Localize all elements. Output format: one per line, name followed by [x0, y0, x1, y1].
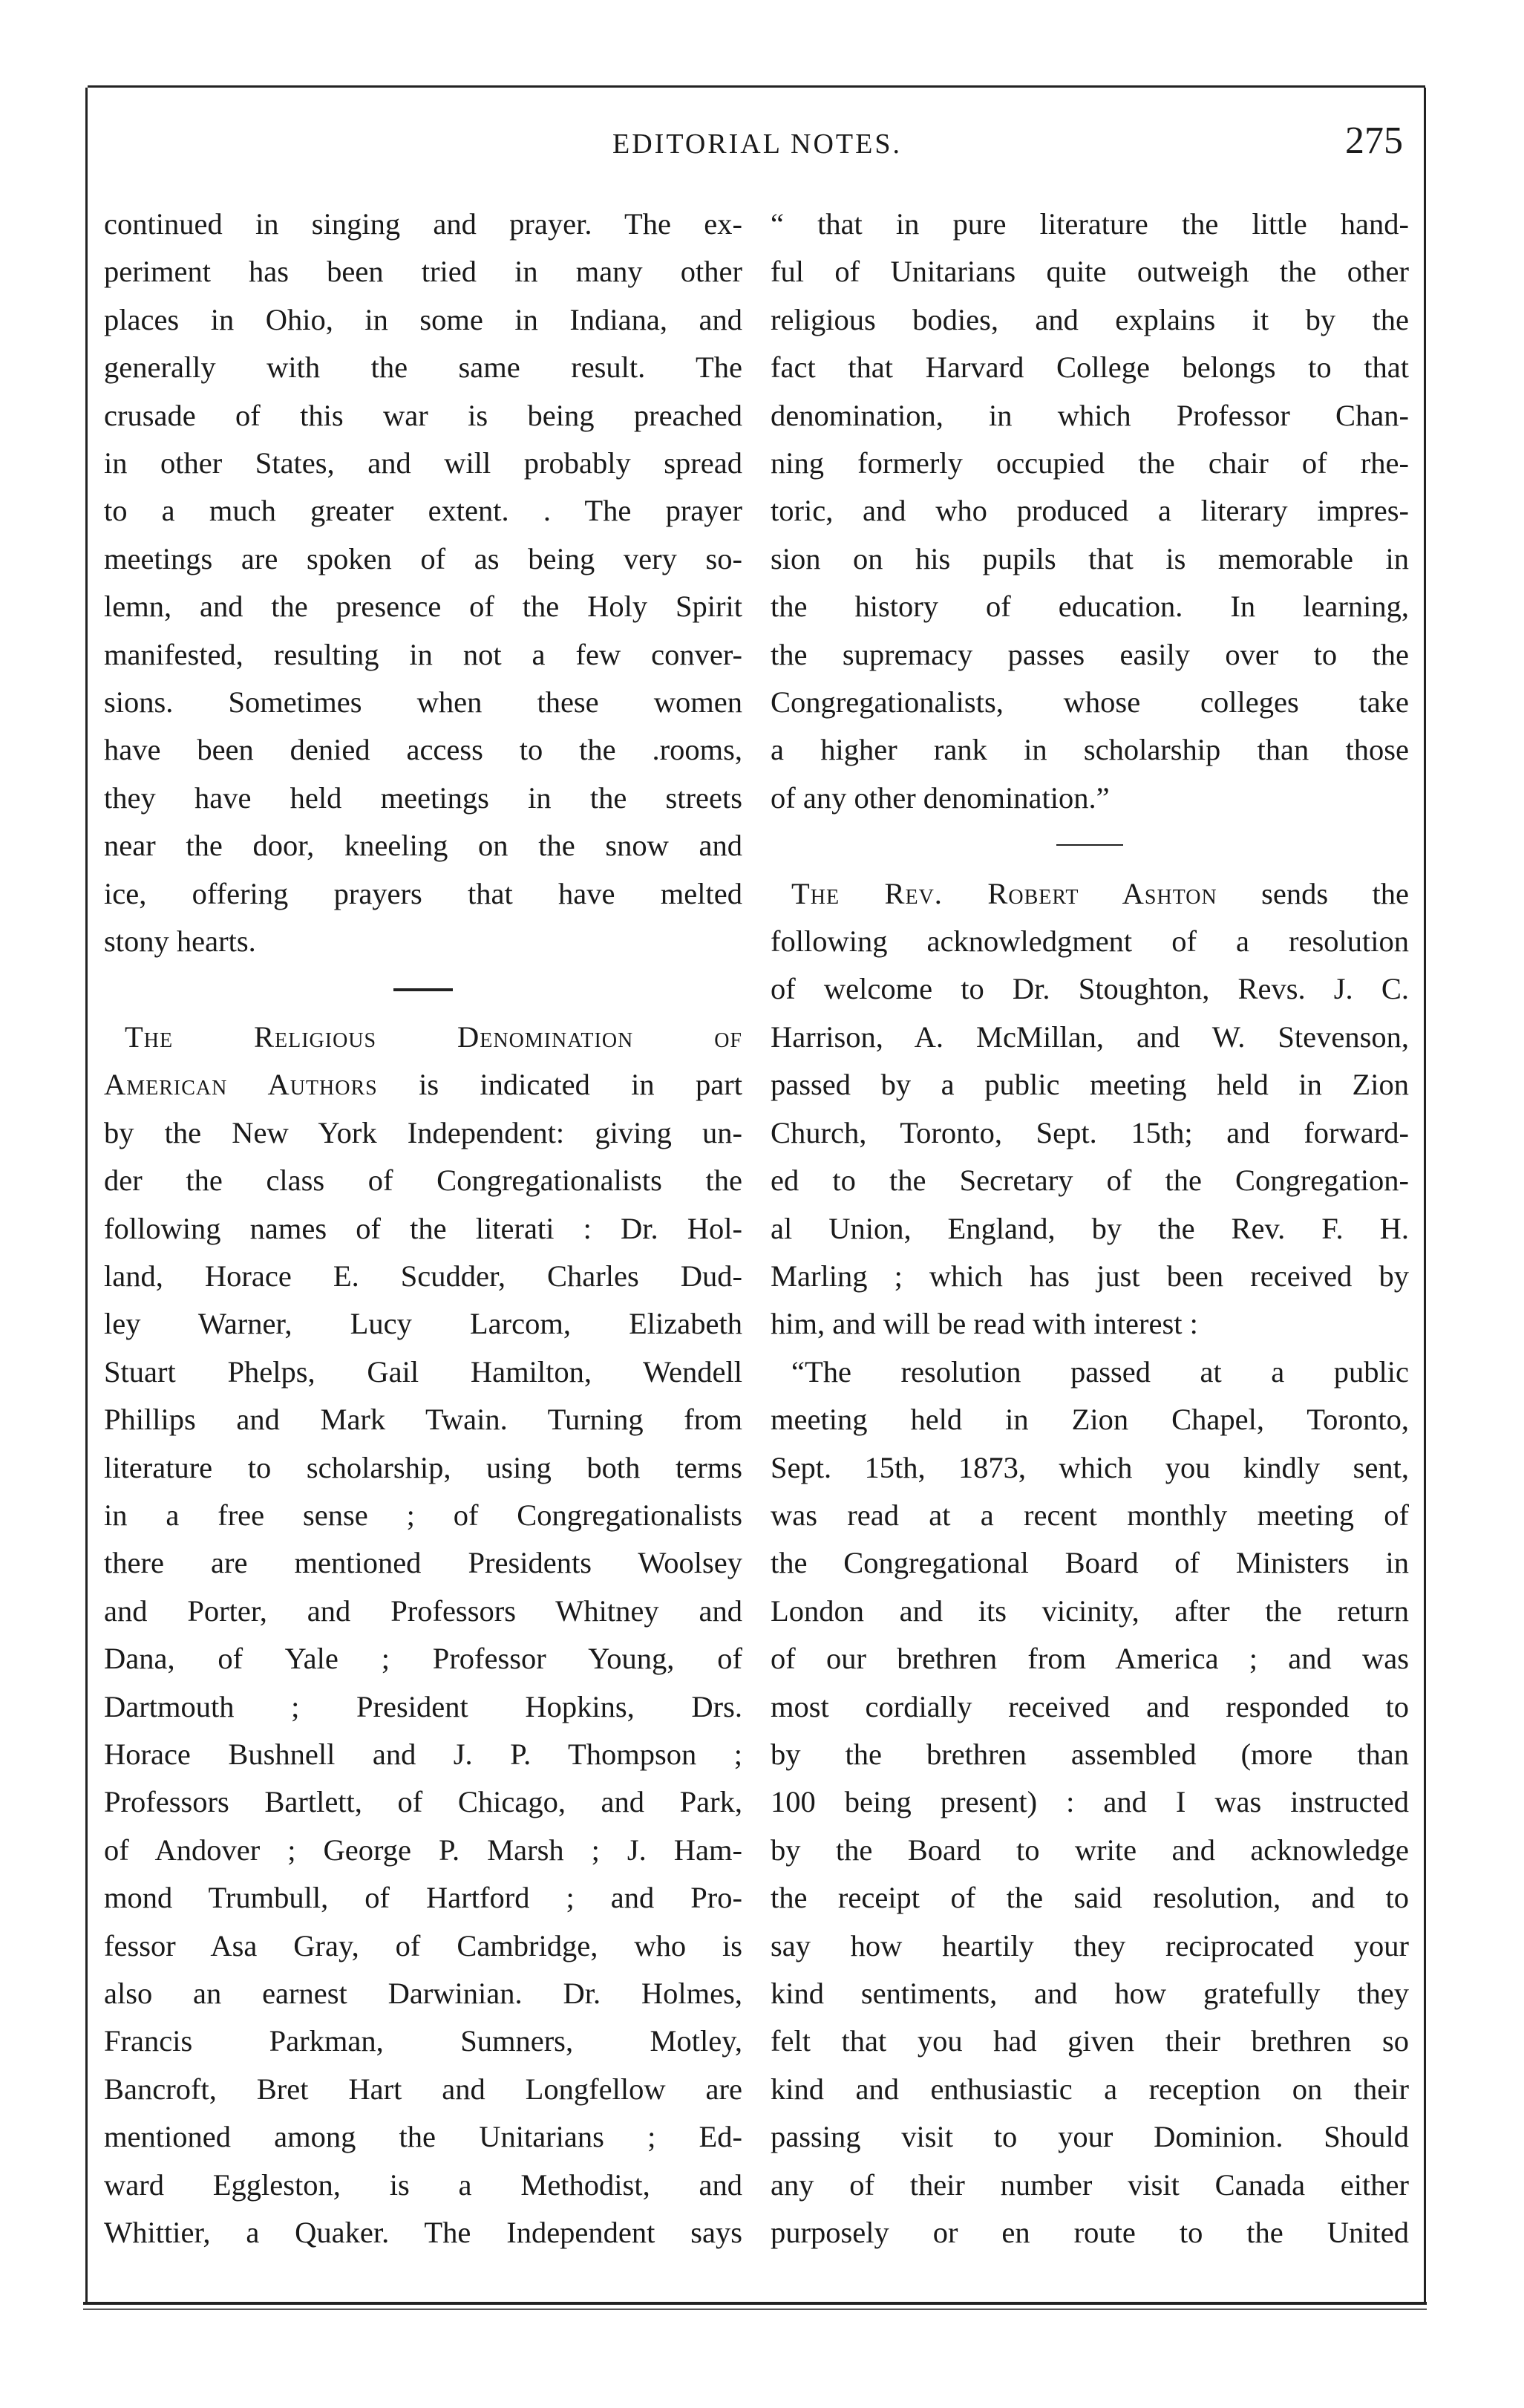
text-line: meetings are spoken of as being very so-	[104, 541, 742, 575]
left-column	[104, 200, 742, 2257]
text-line: ice, offering prayers that have melted	[104, 876, 742, 910]
paragraph-resolution-letter	[771, 1348, 1409, 2257]
text-line: Church, Toronto, Sept. 15th; and forward-	[771, 1115, 1409, 1149]
paragraph-unitarians-quote	[771, 200, 1409, 822]
text-line: and Porter, and Professors Whitney and	[104, 1593, 742, 1628]
text-line: passed by a public meeting held in Zion	[771, 1068, 1409, 1102]
text-line: was read at a recent monthly meeting of	[771, 1498, 1409, 1532]
text-line: him, and will be read with interest :	[771, 1307, 1198, 1341]
section-divider	[771, 822, 1409, 869]
paragraph-prayer-meetings	[104, 200, 742, 966]
text-line: the Congregational Board of Ministers in	[771, 1546, 1409, 1580]
right-column	[771, 200, 1409, 2257]
text-line: there are mentioned Presidents Woolsey	[104, 1546, 742, 1580]
section-heading: The Religious Denomination of	[125, 1019, 742, 1054]
text-line: meeting held in Zion Chapel, Toronto,	[771, 1403, 1409, 1437]
text-line: continued in singing and prayer. The ex-	[104, 207, 742, 241]
text-span: is indicated in part	[377, 1068, 742, 1102]
text-line: of any other denomination.”	[771, 780, 1110, 815]
bottom-rule-thin	[83, 2309, 1427, 2310]
text-line: der the class of Congregationalists the	[104, 1164, 742, 1198]
section-heading-cont: American Authors	[104, 1068, 378, 1102]
page-number: 275	[1345, 120, 1403, 162]
text-line: any of their number visit Canada either	[771, 2167, 1409, 2202]
text-line: crusade of this war is being preached	[104, 398, 742, 432]
text-line: periment has been tried in many other	[104, 255, 742, 289]
text-line: “ that in pure literature the little hand-	[771, 207, 1409, 241]
text-line: ful of Unitarians quite outweigh the other	[771, 255, 1409, 289]
page-header	[104, 119, 1410, 178]
text-line: the receipt of the said resolution, and to	[771, 1881, 1409, 1915]
paragraph-ashton	[771, 870, 1409, 1348]
section-heading-line	[104, 1061, 742, 1109]
text-line: Horace Bushnell and J. P. Thompson ;	[104, 1737, 742, 1771]
paragraph-body	[104, 1109, 742, 2257]
text-line: Stuart Phelps, Gail Hamilton, Wendell	[104, 1354, 742, 1389]
text-line: say how heartily they reciprocated your	[771, 1928, 1409, 1962]
text-line: following acknowledgment of a resolution	[771, 924, 1409, 959]
text-line: of welcome to Dr. Stoughton, Revs. J. C.	[771, 972, 1409, 1006]
text-line: the supremacy passes easily over to the	[771, 637, 1409, 671]
text-line: lemn, and the presence of the Holy Spirit	[104, 590, 742, 624]
text-line: sion on his pupils that is memorable in	[771, 541, 1409, 575]
text-line: ning formerly occupied the chair of rhe-	[771, 446, 1409, 480]
text-line: land, Horace E. Scudder, Charles Dud-	[104, 1259, 742, 1293]
text-line: mond Trumbull, of Hartford ; and Pro-	[104, 1881, 742, 1915]
text-line: places in Ohio, in some in Indiana, and	[104, 302, 742, 336]
text-line: purposely or en route to the United	[771, 2216, 1409, 2250]
text-line: Dartmouth ; President Hopkins, Drs.	[104, 1689, 742, 1723]
text-line: Bancroft, Bret Hart and Longfellow are	[104, 2072, 742, 2106]
text-line: ley Warner, Lucy Larcom, Elizabeth	[104, 1307, 742, 1341]
text-line: religious bodies, and explains it by the	[771, 302, 1409, 336]
text-line: Professors Bartlett, of Chicago, and Park,	[104, 1785, 742, 1819]
text-line: near the door, kneeling on the snow and	[104, 829, 742, 863]
text-line: have been denied access to the .rooms,	[104, 733, 742, 767]
paragraph-body	[771, 918, 1409, 1348]
text-line: sions. Sometimes when these women	[104, 685, 742, 720]
text-line: passing visit to your Dominion. Should	[771, 2120, 1409, 2154]
text-line: 100 being present) : and I was instructed	[771, 1785, 1409, 1819]
text-line: ward Eggleston, is a Methodist, and	[104, 2167, 742, 2202]
text-line: Francis Parkman, Sumners, Motley,	[104, 2024, 742, 2058]
text-line: following names of the literati : Dr. Hol-	[104, 1211, 742, 1245]
text-line: stony hearts.	[104, 924, 256, 959]
section-divider	[104, 966, 742, 1014]
text-line: kind sentiments, and how gratefully they	[771, 1977, 1409, 2011]
text-line: of our brethren from America ; and was	[771, 1642, 1409, 1676]
text-line: of Andover ; George P. Marsh ; J. Ham-	[104, 1833, 742, 1867]
text-line: manifested, resulting in not a few conver-	[104, 637, 742, 671]
running-title: EDITORIAL NOTES.	[612, 128, 902, 160]
text-line: they have held meetings in the streets	[104, 780, 742, 815]
text-line: by the brethren assembled (more than	[771, 1737, 1409, 1771]
section-heading: The Rev. Robert Ashton	[791, 876, 1217, 910]
text-line: the history of education. In learning,	[771, 590, 1409, 624]
text-line: generally with the same result. The	[104, 350, 742, 385]
text-line: Harrison, A. McMillan, and W. Stevenson,	[771, 1019, 1409, 1054]
text-line: felt that you had given their brethren so	[771, 2024, 1409, 2058]
text-line: a higher rank in scholarship than those	[771, 733, 1409, 767]
text-line: in a free sense ; of Congregationalists	[104, 1498, 742, 1532]
text-line: Phillips and Mark Twain. Turning from	[104, 1403, 742, 1437]
text-line: Marling ; which has just been received by	[771, 1259, 1409, 1293]
text-line: Dana, of Yale ; Professor Young, of	[104, 1642, 742, 1676]
text-line: fact that Harvard College belongs to that	[771, 350, 1409, 385]
text-line: London and its vicinity, after the return	[771, 1593, 1409, 1628]
text-line: in other States, and will probably spread	[104, 446, 742, 480]
paragraph-religious-denomination	[104, 1014, 742, 2257]
text-line: by the Board to write and acknowledge	[771, 1833, 1409, 1867]
text-line: denomination, in which Professor Chan-	[771, 398, 1409, 432]
text-line: Congregationalists, whose colleges take	[771, 685, 1409, 720]
text-line: by the New York Independent: giving un-	[104, 1115, 742, 1149]
text-span: sends the	[1217, 876, 1409, 910]
text-line: most cordially received and responded to	[771, 1689, 1409, 1723]
text-line: toric, and who produced a literary impres-	[771, 494, 1409, 528]
text-line: kind and enthusiastic a reception on their	[771, 2072, 1409, 2106]
bottom-rule	[83, 2302, 1427, 2305]
text-line: al Union, England, by the Rev. F. H.	[771, 1211, 1409, 1245]
text-line: Whittier, a Quaker. The Independent says	[104, 2216, 742, 2250]
text-line: “The resolution passed at a public	[791, 1354, 1409, 1389]
text-line: to a much greater extent. . The prayer	[104, 494, 742, 528]
section-heading-line	[771, 870, 1409, 918]
text-line: fessor Asa Gray, of Cambridge, who is	[104, 1928, 742, 1962]
text-line: literature to scholarship, using both terms	[104, 1450, 742, 1484]
text-line: also an earnest Darwinian. Dr. Holmes,	[104, 1977, 742, 2011]
text-line: ed to the Secretary of the Congregation-	[771, 1164, 1409, 1198]
text-line: mentioned among the Unitarians ; Ed-	[104, 2120, 742, 2154]
text-line: Sept. 15th, 1873, which you kindly sent,	[771, 1450, 1409, 1484]
